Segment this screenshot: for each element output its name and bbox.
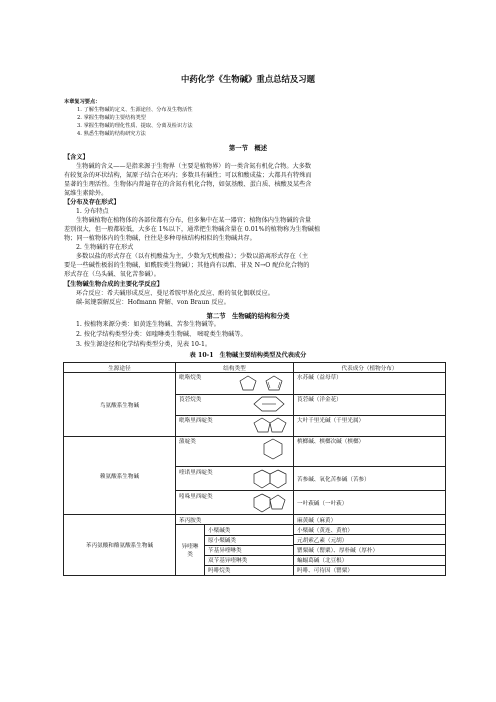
piperidine-structure-icon [256,437,290,465]
paragraph-line: 差别很大，但一般都较低，大多在 1%以下，通常把生物碱含量在 0.01%的植物称为生物碱植 [64,226,321,233]
distribution-heading: 【分布及存在形式】 [64,199,120,206]
review-item: 4. 熟悉生物碱的结构研究方法 [77,131,146,137]
representative-cell: 一叶萩碱（一叶萩） [294,491,446,515]
representative-cell: 莨菪碱（洋金花） [294,395,446,416]
origin-cell: 苯丙氨酸和酪氨酸系生物碱 [64,515,176,576]
paragraph-line: 有较复杂的环状结构，氮原子结合在环内；多数具有碱性；可以和酸成盐；大都具有特殊而 [64,172,312,179]
paragraph-line: 生物碱植物在植物体的各部位都有分布，但多集中在某一器官；植物体内生物碱的含量 [76,217,312,224]
paragraph-line: 物；同一植物体内的生物碱，往往是多种母核结构相似的生物碱共存。 [64,235,256,242]
column-header: 代表成分（植物分布） [294,363,446,373]
type-cell: 苯丙胺类 [176,515,294,525]
representative-cell: 小檗碱（黄连、黄柏） [294,525,446,535]
subheading: 1. 分布特点 [76,208,109,215]
pyrrolidine-structure-icon [238,373,290,393]
representative-cell: 水苏碱（益母草） [294,373,446,395]
quinolizidine-structure-icon [250,468,290,490]
representative-cell: 大叶千里光碱（千里光属） [294,416,446,437]
type-cell [176,491,294,515]
paragraph-line: 环合反应：希夫碱形成反应、曼尼希胺甲基化反应、酚的氧化偶联反应。 [76,290,274,297]
indolizidine-structure-icon [250,492,290,514]
definition-heading: 【含义】 [64,154,89,161]
table-row [64,437,446,467]
section-title: 第一节 概述 [228,144,268,152]
section-title: 第二节 生物碱的结构和分类 [206,312,290,320]
type-label: 喹诺里西啶类 [179,469,213,476]
type-cell [176,467,294,491]
type-cell [176,395,294,416]
representative-cell: 元胡索乙素（元胡） [294,535,446,545]
origin-cell: 鸟氨酸系生物碱 [64,373,176,437]
subtype-group-label: 异喹啉类 [176,525,205,575]
subtype-label: 吗啡烷类 [208,568,231,575]
representative-cell: 苦参碱、氧化苦参碱（苦参） [294,467,446,491]
column-header: 生源途径 [64,363,176,373]
subheading: 2. 生物碱的存在形式 [76,244,134,251]
column-header: 结构类型 [176,363,294,373]
type-label: 蒎啶类 [179,439,196,445]
paragraph-line: 2. 按化学结构类型分类：如喹啉类生物碱、 嘧啶类生物碱等。 [76,331,247,338]
subtype-label: 苄基异喹啉类 [205,545,294,555]
type-cell [176,437,294,467]
reaction-heading: 【生物碱生物合成的主要化学反应】 [64,281,163,288]
review-heading: 本章复习要点： [64,99,101,105]
type-label: 吲哚里西啶类 [179,493,213,500]
type-label: 莨菪烷类 [179,397,202,403]
representative-cell: 罂粟碱（罂粟）、厚朴碱（厚朴） [294,545,446,555]
review-item: 2. 掌握生物碱的主要结构类型 [77,115,146,121]
structure-table [63,362,446,576]
representative-cell: 吗啡、可待因（罂粟） [294,565,446,575]
representative-cell: 槟榔碱、槟榔次碱（槟榔） [294,437,446,467]
paragraph-line: 碳-氮键裂解反应：Hofmann 降解、von Braun 反应。 [76,299,230,306]
type-label: 吡咯里西啶类 [179,418,213,424]
table-row [64,515,446,525]
type-cell [176,373,294,395]
table-caption: 表 10-1 生物碱主要结构类型及代表成分 [189,352,307,359]
review-item: 1. 了解生物碱的定义、生源途径、分布及生物活性 [77,107,193,113]
paragraph-line: 1. 按植物来源分类：如黄连生物碱、苦参生物碱等。 [76,321,220,328]
type-cell [176,416,294,437]
page-title: 中药化学《生物碱》重点总结及习题 [181,74,315,84]
type-label: 吡咯烷类 [179,375,202,381]
paragraph-line: 多数以盐的形式存在（以有机酸盐为主，少数为无机酸盐）；少数以游离形式存在（主 [76,253,309,260]
paragraph-line: 3. 按生源途径和化学结构类型分类，见表 10-1。 [76,341,212,348]
subtype-table [176,525,293,575]
table-header-row [64,363,446,373]
subtype-label: 原小檗碱类 [205,535,294,545]
representative-cell: 蝙蝠葛碱（北豆根） [294,555,446,565]
subtype-label: 双苄基异喹啉类 [205,555,294,565]
paragraph-line: 生物碱的含义——是指来源于生物界（主要是植物界）的一类含氮有机化合物。大多数 [76,163,312,170]
origin-cell: 赖氨酸系生物碱 [64,437,176,515]
pyrrolizidine-structure-icon [250,416,290,434]
tropane-structure-icon [240,395,290,413]
type-cell [176,525,294,576]
subtype-label: 小檗碱类 [205,525,294,535]
representative-cell: 麻黄碱（麻黄） [294,515,446,525]
table-row [64,373,446,395]
review-item: 3. 掌握生物碱的理化性质、提取、分离及检识方法 [77,123,193,129]
paragraph-line: 氮维生素除外。 [64,190,108,197]
paragraph-line: 要是一些碱性极弱的生物碱，如酰胺类生物碱）；其他尚有以酯、苷及 N→O 配位化合物的 [64,262,310,269]
paragraph-line: 显著的生理活性。生物体内普遍存在的含氮有机化合物，如氨基酸、蛋白质、核酸及某些含 [64,181,312,188]
paragraph-line: 形式存在（乌头碱、氧化苦参碱）。 [64,271,160,278]
